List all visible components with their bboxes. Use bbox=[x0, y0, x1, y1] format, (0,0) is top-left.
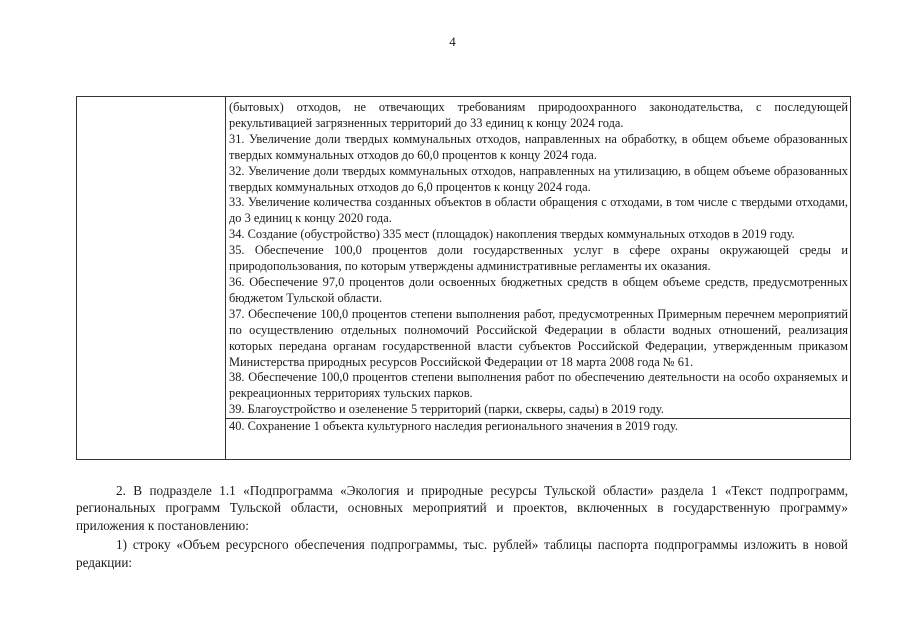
list-item: 37. Обеспечение 100,0 процентов степени выполнения работ, предусмотренных Примерным перечнем мероприятий по осуществлению отдельных полномочий Российской Федерации в области водных отношений, реализация которых передана органам государственной власти субъектов Российской Федерации, утвержденным приказом Министерства природных ресурсов Российской Федерации от 18 марта 2008 года № 61. bbox=[229, 306, 848, 369]
list-item: 35. Обеспечение 100,0 процентов доли государственных услуг в сфере охраны окружающей среды и природопользования, по которым утверждены административные регламенты их оказания. bbox=[229, 243, 848, 274]
table-continuation-text: (бытовых) отходов, не отвечающих требованиям природоохранного законодательства, с последующей рекультивацией загрязненных территорий до 33 единиц к концу 2024 года. bbox=[229, 100, 848, 130]
list-item: 32. Увеличение доли твердых коммунальных отходов, направленных на утилизацию, в общем объеме образованных твердых коммунальных отходов до 6,0 процентов к концу 2024 года. bbox=[229, 163, 848, 194]
page-number: 4 bbox=[449, 34, 456, 49]
paragraph-amendment: 2. В подразделе 1.1 «Подпрограмма «Экология и природные ресурсы Тульской области» раздела 1 «Текст подпрограмм, региональных программ Тульской области, основных мероприятий и проектов, включенных в государственную программу» приложения к постановлению: bbox=[76, 483, 848, 533]
body-text bbox=[76, 482, 848, 573]
list-item: 34. Создание (обустройство) 335 мест (площадок) накопления твердых коммунальных отходов в 2019 году. bbox=[229, 227, 795, 242]
list-item: 31. Увеличение доли твердых коммунальных отходов, направленных на обработку, в общем объеме образованных твердых коммунальных отходов до 60,0 процентов к концу 2024 года. bbox=[229, 131, 848, 162]
list-item: 40. Сохранение 1 объекта культурного наследия регионального значения в 2019 году. bbox=[229, 419, 678, 434]
list-item: 33. Увеличение количества созданных объектов в области обращения с отходами, в том числе с твердыми отходами, до 3 единиц к концу 2020 года. bbox=[229, 195, 848, 226]
indicators-table bbox=[76, 96, 851, 460]
table-right-column bbox=[226, 97, 850, 459]
paragraph-instruction: 1) строку «Объем ресурсного обеспечения подпрограммы, тыс. рублей» таблицы паспорта подпрограммы изложить в новой редакции: bbox=[76, 537, 848, 570]
list-item: 36. Обеспечение 97,0 процентов доли освоенных бюджетных средств в общем объеме средств, предусмотренных бюджетом Тульской области. bbox=[229, 274, 848, 305]
list-item: 39. Благоустройство и озеленение 5 территорий (парки, скверы, сады) в 2019 году. bbox=[229, 402, 664, 417]
list-item: 38. Обеспечение 100,0 процентов степени выполнения работ по обеспечению деятельности на особо охраняемых и рекреационных территориях тульских парков. bbox=[229, 370, 848, 401]
table-left-column bbox=[77, 97, 226, 459]
